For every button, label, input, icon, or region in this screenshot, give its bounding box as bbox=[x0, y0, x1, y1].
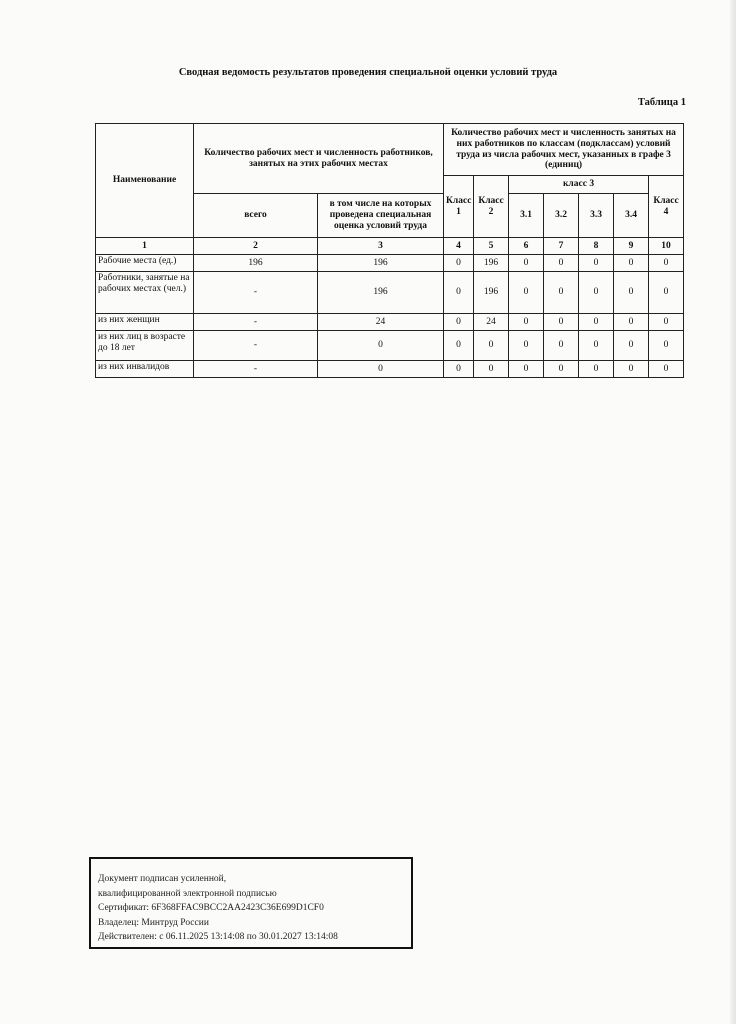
header-subclass-3-3: 3.3 bbox=[579, 194, 614, 238]
table-row bbox=[96, 272, 684, 314]
header-total: всего bbox=[194, 194, 318, 238]
table-row bbox=[96, 314, 684, 331]
header-assessed: в том числе на которых проведена специальная оценка условий труда bbox=[318, 194, 444, 238]
table-cell: 0 bbox=[444, 272, 474, 314]
signature-line: квалифицированной электронной подписью bbox=[98, 888, 277, 899]
header-class-3: класс 3 bbox=[509, 176, 649, 194]
table-cell: 24 bbox=[318, 314, 444, 331]
electronic-signature-stamp bbox=[89, 857, 413, 949]
table-cell: 0 bbox=[579, 314, 614, 331]
column-numbers-row bbox=[96, 238, 684, 255]
table-row bbox=[96, 331, 684, 361]
header-class-4: Класс 4 bbox=[649, 176, 684, 238]
header-subclass-3-2: 3.2 bbox=[544, 194, 579, 238]
column-number: 9 bbox=[614, 238, 649, 255]
table-cell: 0 bbox=[614, 361, 649, 378]
table-cell: 0 bbox=[444, 331, 474, 361]
column-number: 5 bbox=[474, 238, 509, 255]
table-cell: 0 bbox=[474, 361, 509, 378]
table-cell: - bbox=[194, 361, 318, 378]
signature-owner: Владелец: Минтруд России bbox=[98, 917, 209, 928]
column-number: 6 bbox=[509, 238, 544, 255]
signature-certificate: Сертификат: 6F368FFAC9BCC2AA2423C36E699D1CF0 bbox=[98, 903, 324, 913]
header-subclass-3-1: 3.1 bbox=[509, 194, 544, 238]
table-cell: 0 bbox=[649, 272, 684, 314]
table-row bbox=[96, 255, 684, 272]
header-class-1: Класс 1 bbox=[444, 176, 474, 238]
table-cell: 0 bbox=[509, 272, 544, 314]
table-cell: 0 bbox=[509, 255, 544, 272]
row-label: Работники, занятые на рабочих местах (чел.) bbox=[96, 272, 194, 314]
table-row bbox=[96, 361, 684, 378]
table-cell: 0 bbox=[614, 314, 649, 331]
table-cell: 0 bbox=[649, 255, 684, 272]
table-cell: 0 bbox=[614, 255, 649, 272]
table-cell: 0 bbox=[444, 361, 474, 378]
table-cell: - bbox=[194, 331, 318, 361]
header-class-2: Класс 2 bbox=[474, 176, 509, 238]
table-cell: 0 bbox=[509, 314, 544, 331]
document-title: Сводная ведомость результатов проведения специальной оценки условий труда bbox=[178, 67, 558, 78]
summary-table bbox=[95, 123, 684, 378]
table-cell: 196 bbox=[474, 255, 509, 272]
table-cell: 196 bbox=[474, 272, 509, 314]
table-cell: 0 bbox=[509, 361, 544, 378]
table-cell: 0 bbox=[649, 314, 684, 331]
table-cell: 0 bbox=[318, 361, 444, 378]
table-cell: 196 bbox=[194, 255, 318, 272]
column-number: 4 bbox=[444, 238, 474, 255]
header-classes-group: Количество рабочих мест и численность занятых на них работников по классам (подклассам) условий труда из числа рабочих мест, указанных в графе 3 (единиц) bbox=[444, 124, 684, 176]
table-label: Таблица 1 bbox=[637, 97, 686, 108]
table-cell: 0 bbox=[444, 255, 474, 272]
table-cell: 0 bbox=[579, 255, 614, 272]
header-name: Наименование bbox=[96, 124, 194, 238]
table-cell: 0 bbox=[544, 272, 579, 314]
table-cell: 0 bbox=[579, 272, 614, 314]
row-label: Рабочие места (ед.) bbox=[96, 255, 194, 272]
table-cell: 24 bbox=[474, 314, 509, 331]
table-cell: 0 bbox=[444, 314, 474, 331]
column-number: 3 bbox=[318, 238, 444, 255]
column-number: 1 bbox=[96, 238, 194, 255]
table-cell: 0 bbox=[614, 331, 649, 361]
table-cell: 196 bbox=[318, 255, 444, 272]
column-number: 7 bbox=[544, 238, 579, 255]
table-cell: 0 bbox=[544, 255, 579, 272]
table-cell: 0 bbox=[614, 272, 649, 314]
signature-line: Документ подписан усиленной, bbox=[98, 874, 227, 884]
table-cell: 0 bbox=[544, 361, 579, 378]
column-number: 2 bbox=[194, 238, 318, 255]
table-cell: 0 bbox=[474, 331, 509, 361]
row-label: из них женщин bbox=[96, 314, 194, 331]
table-cell: - bbox=[194, 314, 318, 331]
table-cell: 0 bbox=[509, 331, 544, 361]
table-cell: 0 bbox=[649, 361, 684, 378]
table-cell: 0 bbox=[318, 331, 444, 361]
signature-validity: Действителен: с 06.11.2025 13:14:08 по 30.01.2027 13:14:08 bbox=[98, 932, 338, 942]
table-cell: - bbox=[194, 272, 318, 314]
table-cell: 196 bbox=[318, 272, 444, 314]
table-cell: 0 bbox=[544, 314, 579, 331]
page-edge bbox=[730, 0, 736, 1024]
column-number: 10 bbox=[649, 238, 684, 255]
column-number: 8 bbox=[579, 238, 614, 255]
header-subclass-3-4: 3.4 bbox=[614, 194, 649, 238]
table-cell: 0 bbox=[544, 331, 579, 361]
header-workplaces-group: Количество рабочих мест и численность работников, занятых на этих рабочих местах bbox=[194, 124, 444, 194]
table-cell: 0 bbox=[579, 331, 614, 361]
table-cell: 0 bbox=[649, 331, 684, 361]
table-cell: 0 bbox=[579, 361, 614, 378]
row-label: из них инвалидов bbox=[96, 361, 194, 378]
row-label: из них лиц в возрасте до 18 лет bbox=[96, 331, 194, 361]
